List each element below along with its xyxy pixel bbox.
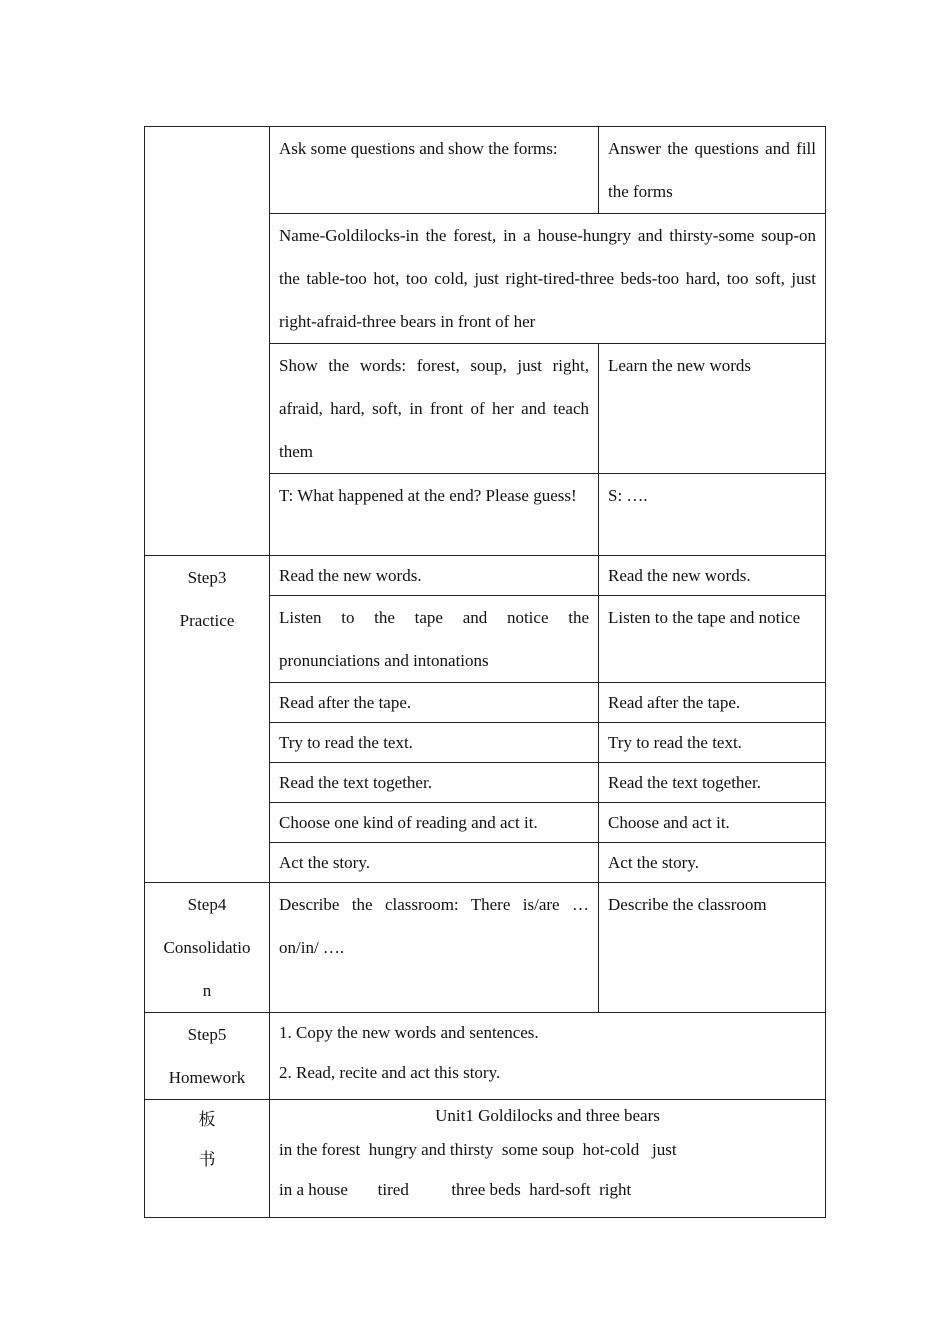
student-activity-cell: Answer the questions and fill the forms xyxy=(599,127,826,214)
teacher-activity-cell: T: What happened at the end? Please guess! xyxy=(270,474,599,556)
student-activity-cell: Read the text together. xyxy=(599,763,826,803)
student-activity-cell: Learn the new words xyxy=(599,344,826,474)
table-row xyxy=(145,556,826,596)
homework-cell xyxy=(270,1013,826,1100)
teacher-activity-cell: Read the text together. xyxy=(270,763,599,803)
teacher-activity-cell: Read the new words. xyxy=(270,556,599,596)
homework-item: 1. Copy the new words and sentences. xyxy=(279,1023,539,1042)
teacher-activity-cell: Show the words: forest, soup, just right, afraid, hard, soft, in front of her and teach them xyxy=(270,344,599,474)
blackboard-design-cell xyxy=(270,1100,826,1218)
step-number: Step3 xyxy=(187,568,227,587)
board-label-char: 书 xyxy=(198,1150,216,1169)
table-row xyxy=(145,127,826,214)
step5-label-cell xyxy=(145,1013,270,1100)
student-activity-cell: Choose and act it. xyxy=(599,803,826,843)
teacher-activity-cell: Read after the tape. xyxy=(270,683,599,723)
teacher-activity-cell: Try to read the text. xyxy=(270,723,599,763)
step-title: Homework xyxy=(168,1068,246,1087)
step-label-cell-empty xyxy=(145,127,270,556)
board-line: in a house tired three beds hard-soft right xyxy=(279,1180,632,1199)
table-row xyxy=(145,883,826,1013)
story-keywords-cell: Name-Goldilocks-in the forest, in a house-hungry and thirsty-some soup-on the table-too hot, too cold, just right-tired-three beds-too hard, too soft, just right-afraid-three bears in front of her xyxy=(270,214,826,344)
student-activity-cell: Read after the tape. xyxy=(599,683,826,723)
student-activity-cell: Try to read the text. xyxy=(599,723,826,763)
step-title: Practice xyxy=(179,611,235,630)
blackboard-label-cell xyxy=(145,1100,270,1218)
step4-label-cell xyxy=(145,883,270,1013)
teacher-activity-cell: Describe the classroom: There is/are … on/in/ …. xyxy=(270,883,599,1013)
teacher-activity-cell: Choose one kind of reading and act it. xyxy=(270,803,599,843)
table-row xyxy=(145,1100,826,1218)
step-number: Step5 xyxy=(187,1025,227,1044)
board-title: Unit1 Goldilocks and three bears xyxy=(435,1106,660,1125)
student-activity-cell: Act the story. xyxy=(599,843,826,883)
step-title-continued: n xyxy=(202,981,212,1000)
board-label-char: 板 xyxy=(198,1110,216,1129)
student-activity-cell: Listen to the tape and notice xyxy=(599,596,826,683)
student-activity-cell: Read the new words. xyxy=(599,556,826,596)
table-row xyxy=(145,1013,826,1100)
step3-label-cell xyxy=(145,556,270,883)
teacher-activity-cell: Listen to the tape and notice the pronunciations and intonations xyxy=(270,596,599,683)
student-activity-cell: S: …. xyxy=(599,474,826,556)
teacher-activity-cell: Ask some questions and show the forms: xyxy=(270,127,599,214)
homework-item: 2. Read, recite and act this story. xyxy=(279,1063,501,1082)
step-title: Consolidatio xyxy=(163,938,251,957)
student-activity-cell: Describe the classroom xyxy=(599,883,826,1013)
board-line: in the forest hungry and thirsty some soup hot-cold just xyxy=(279,1140,677,1159)
lesson-plan-table xyxy=(144,126,826,1218)
step-number: Step4 xyxy=(187,895,227,914)
teacher-activity-cell: Act the story. xyxy=(270,843,599,883)
